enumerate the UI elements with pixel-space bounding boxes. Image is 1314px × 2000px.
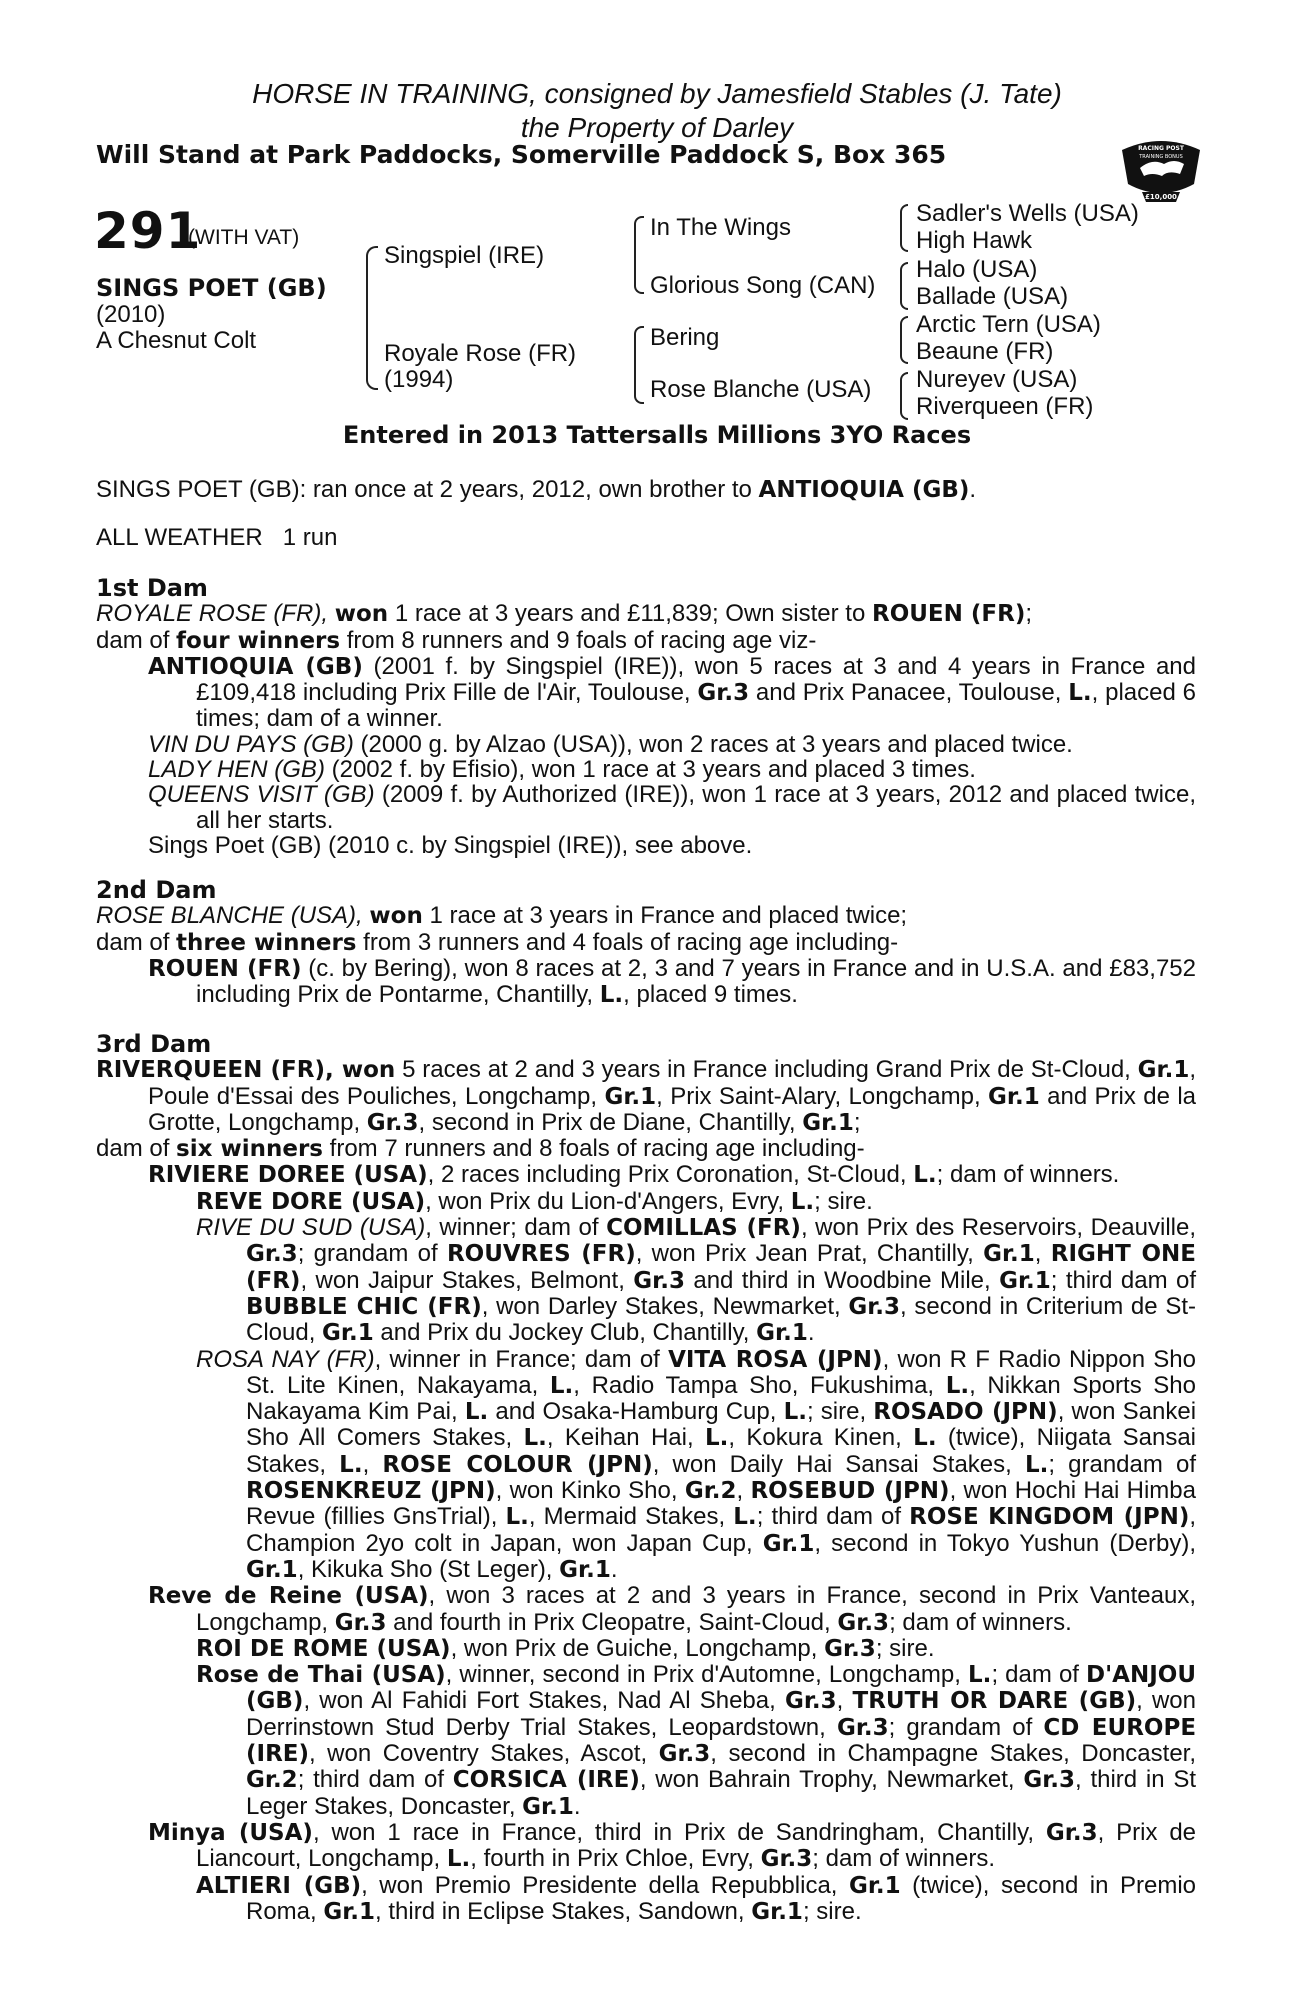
first-dam-sings: Sings Poet (GB) (2010 c. by Singspiel (IRE)), see above. (148, 831, 753, 859)
summary-brother: ANTIOQUIA (GB) (758, 477, 970, 503)
entered-races: Entered in 2013 Tattersalls Millions 3YO Races (342, 421, 972, 449)
pedigree-brace-main (366, 246, 378, 390)
second-dam-section (96, 878, 1196, 1008)
first-dam-produce: dam of four winners from 8 runners and 9 foals of racing age viz- (96, 626, 817, 654)
pedigree-sss: Sadler's Wells (USA) (916, 200, 1139, 227)
second-dam-rouen: ROUEN (FR) (c. by Bering), won 8 races at 2, 3 and 7 years in France and in U.S.A. and £83,752 including Prix de Pontarme, Chantilly, L., placed 9 times. (148, 954, 1196, 1009)
third-dam-section (96, 1032, 1196, 1925)
header-location: Will Stand at Park Paddocks, Somerville Paddock S, Box 365 (96, 140, 947, 169)
second-dam-heading: 2nd Dam (96, 876, 217, 904)
third-dam-altieri: ALTIERI (GB), won Premio Presidente della Repubblica, Gr.1 (twice), second in Premio Roma, Gr.1, third in Eclipse Stakes, Sandown, Gr.1; sire. (196, 1871, 1196, 1925)
pedigree-sds: Halo (USA) (916, 256, 1038, 283)
pedigree-dss: Arctic Tern (USA) (916, 311, 1101, 338)
pedigree-dam-dam: Rose Blanche (USA) (650, 376, 872, 403)
aw-label: ALL WEATHER (96, 524, 263, 551)
third-dam-revereine: Reve de Reine (USA), won 3 races at 2 and 3 years in France, second in Prix Vanteaux, Longchamp, Gr.3 and fourth in Prix Cleopatre, Saint-Cloud, Gr.3; dam of winners. (148, 1582, 1196, 1636)
pedigree-brace-sire (634, 216, 644, 294)
second-dam-line: ROSE BLANCHE (USA), won 1 race at 3 years in France and placed twice; (96, 902, 908, 930)
first-dam-heading: 1st Dam (96, 574, 208, 602)
third-dam-produce: dam of six winners from 7 runners and 8 foals of racing age including- (96, 1135, 865, 1163)
first-dam-section (96, 576, 1196, 858)
pedigree-brace-sd (900, 262, 908, 310)
third-dam-thai: Rose de Thai (USA), winner, second in Prix d'Automne, Longchamp, L.; dam of D'ANJOU (GB), won Al Fahidi Fort Stakes, Nad Al Sheba, Gr.3, TRUTH OR DARE (GB), won Derrinstown Stud Derby Trial Stakes, Leopardstown, Gr.3; grandam of CD EUROPE (IRE), won Coventry Stakes, Ascot, Gr.3, second in Champagne Stakes, Doncaster, Gr.2; third dam of CORSICA (IRE), won Bahrain Trophy, Newmarket, Gr.3, third in St Leger Stakes, Doncaster, Gr.1. (196, 1661, 1197, 1820)
summary-intro: SINGS POET (GB): ran once at 2 years, 2012, own brother to (96, 476, 752, 503)
race-summary: SINGS POET (GB): ran once at 2 years, 2012, own brother to ANTIOQUIA (GB). (96, 476, 977, 503)
lot-name: SINGS POET (GB) (96, 274, 327, 302)
third-dam-roi: ROI DE ROME (USA), won Prix de Guiche, Longchamp, Gr.3; sire. (196, 1634, 935, 1662)
first-dam-vin: VIN DU PAYS (GB) (2000 g. by Alzao (USA)), won 2 races at 3 years and placed twice. (148, 730, 1073, 758)
pedigree-dam-sire: Bering (650, 324, 720, 351)
third-dam-reve: REVE DORE (USA), won Prix du Lion-d'Angers, Evry, L.; sire. (196, 1187, 873, 1215)
pedigree-brace-dam (634, 326, 644, 404)
third-dam-minya: Minya (USA), won 1 race in France, third in Prix de Sandringham, Chantilly, Gr.3, Prix de Liancourt, Longchamp, L., fourth in Prix Chloe, Evry, Gr.3; dam of winners. (148, 1818, 1197, 1873)
pedigree-brace-ss (900, 204, 908, 252)
pedigree-ddd: Riverqueen (FR) (916, 393, 1094, 420)
svg-text:RACING POST: RACING POST (1138, 145, 1184, 152)
third-dam-line: RIVERQUEEN (FR), won 5 races at 2 and 3 years in France including Grand Prix de St-Cloud, Gr.1, Poule d'Essai des Pouliches, Longchamp, Gr.1, Prix Saint-Alary, Longchamp, Gr.1 and Prix de la Grotte, Longchamp, Gr.3, second in Prix de Diane, Chantilly, Gr.1; (96, 1056, 1197, 1136)
lot-year: (2010) (96, 301, 166, 328)
svg-text:£10,000: £10,000 (1145, 193, 1177, 201)
first-dam-line: ROYALE ROSE (FR), won 1 race at 3 years and £11,839; Own sister to ROUEN (FR); (96, 600, 1033, 628)
first-dam-antioquia: ANTIOQUIA (GB) (2001 f. by Singspiel (IRE)), won 5 races at 3 and 4 years in France and £109,418 including Prix Fille de l'Air, Toulouse, Gr.3 and Prix Panacee, Toulouse, L., placed 6 times; dam of a winner. (148, 652, 1197, 733)
all-weather-record (96, 524, 337, 552)
pedigree-sdd: Ballade (USA) (916, 283, 1069, 310)
pedigree-dsd: Beaune (FR) (916, 338, 1054, 365)
third-dam-heading: 3rd Dam (96, 1030, 212, 1058)
first-dam-lady: LADY HEN (GB) (2002 f. by Efisio), won 1 race at 3 years and placed 3 times. (148, 756, 976, 784)
pedigree-sire-sire: In The Wings (650, 214, 791, 241)
third-dam-riviere: RIVIERE DOREE (USA), 2 races including Prix Coronation, St-Cloud, L.; dam of winners. (148, 1161, 1120, 1189)
pedigree-brace-ds (900, 316, 908, 364)
pedigree-dam-year: (1994) (384, 366, 454, 393)
aw-runs: 1 run (282, 524, 338, 551)
pedigree-sire: Singspiel (IRE) (384, 242, 545, 269)
third-dam-rive: RIVE DU SUD (USA), winner; dam of COMILLAS (FR), won Prix des Reservoirs, Deauville, Gr.3; grandam of ROUVRES (FR), won Prix Jean Prat, Chantilly, Gr.1, RIGHT ONE (FR), won Jaipur Stakes, Belmont, Gr.3 and third in Woodbine Mile, Gr.1; third dam of BUBBLE CHIC (FR), won Darley Stakes, Newmarket, Gr.3, second in Criterium de St-Cloud, Gr.1 and Prix du Jockey Club, Chantilly, Gr.1. (196, 1214, 1197, 1347)
lot-description: A Chesnut Colt (96, 327, 257, 354)
pedigree-ssd: High Hawk (916, 227, 1033, 254)
pedigree-dam: Royale Rose (FR) (384, 340, 577, 367)
training-bonus-badge (1118, 128, 1204, 206)
pedigree-brace-dd (900, 372, 908, 420)
lot-vat: (WITH VAT) (188, 226, 300, 249)
second-dam-produce: dam of three winners from 3 runners and 4 foals of racing age including- (96, 928, 899, 956)
pedigree-dds: Nureyev (USA) (916, 366, 1078, 393)
header-consignor: HORSE IN TRAINING, consigned by Jamesfield Stables (J. Tate) (252, 78, 1062, 109)
lot-number: 291 (94, 202, 202, 260)
svg-text:TRAINING BONUS: TRAINING BONUS (1139, 154, 1183, 160)
header-property: the Property of Darley (520, 112, 794, 143)
pedigree-sire-dam: Glorious Song (CAN) (650, 272, 876, 299)
first-dam-queens: QUEENS VISIT (GB) (2009 f. by Authorized (IRE)), won 1 race at 3 years, 2012 and placed twice, all her starts. (148, 781, 1196, 834)
third-dam-rosa: ROSA NAY (FR), winner in France; dam of VITA ROSA (JPN), won R F Radio Nippon Sho St. Lite Kinen, Nakayama, L., Radio Tampa Sho, Fukushima, L., Nikkan Sports Sho Nakayama Kim Pai, L. and Osaka-Hamburg Cup, L.; sire, ROSADO (JPN), won Sankei Sho All Comers Stakes, L., Keihan Hai, L., Kokura Kinen, L. (twice), Niigata Sansai Stakes, L., ROSE COLOUR (JPN), won Daily Hai Sansai Stakes, L.; grandam of ROSENKREUZ (JPN), won Kinko Sho, Gr.2, ROSEBUD (JPN), won Hochi Hai Himba Revue (fillies GnsTrial), L., Mermaid Stakes, L.; third dam of ROSE KINGDOM (JPN), Champion 2yo colt in Japan, won Japan Cup, Gr.1, second in Tokyo Yushun (Derby), Gr.1, Kikuka Sho (St Leger), Gr.1. (196, 1345, 1197, 1583)
